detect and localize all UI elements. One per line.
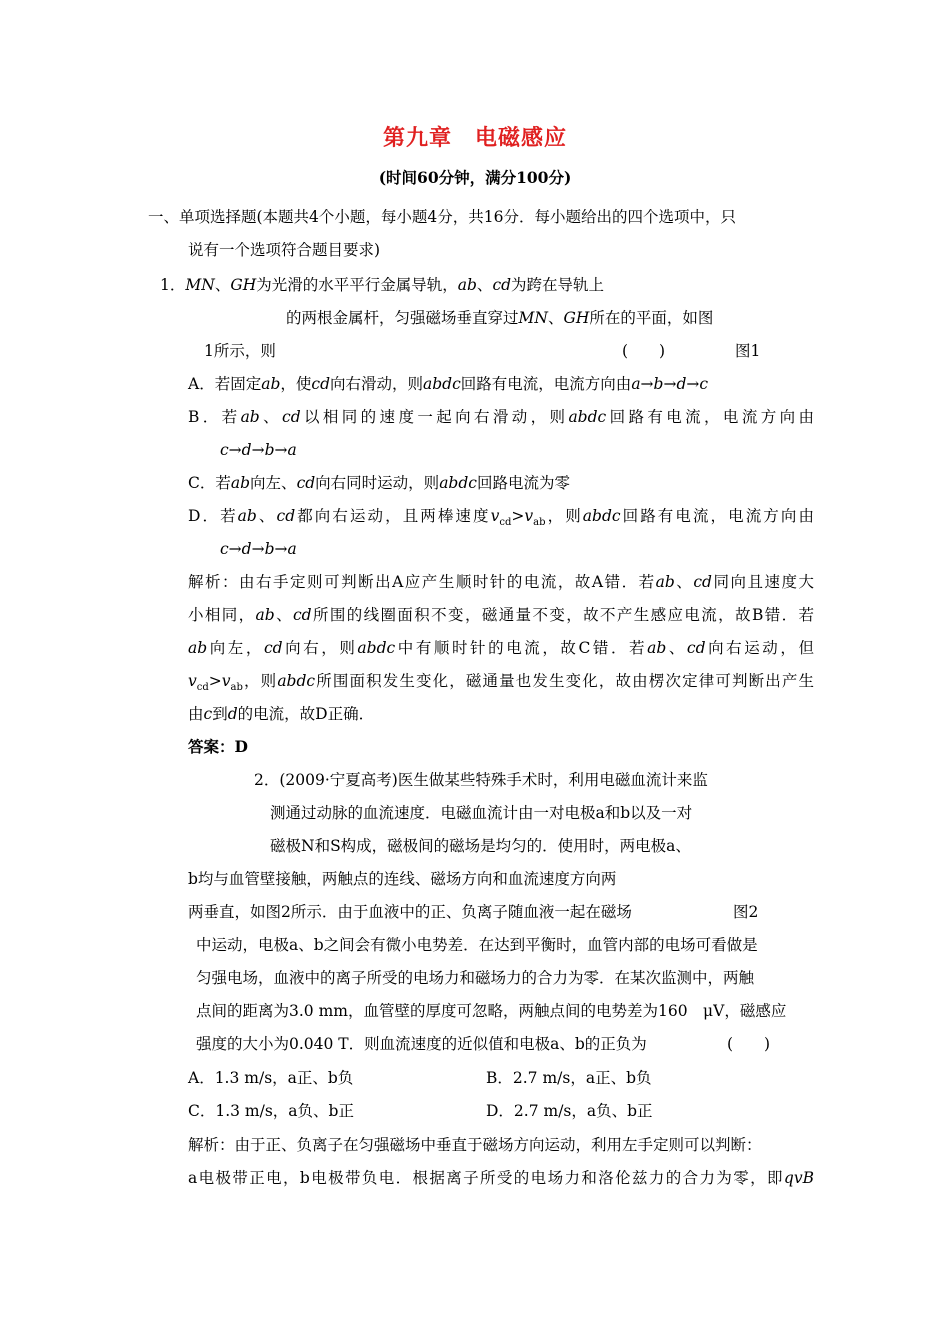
q1-answer-paren: ( ): [622, 342, 666, 360]
q1-line1: 1．MN、GH为光滑的水平平行金属导轨，ab、cd为跨在导轨上: [160, 276, 605, 294]
q1-analysis-line5: 由c到d的电流，故D正确．: [188, 705, 375, 723]
q2-line5: 两垂直，如图2所示．由于血液中的正、负离子随血液一起在磁场: [188, 903, 632, 921]
q2-option-b: B．2.7 m/s，a正、b负: [486, 1069, 652, 1087]
q2-figure-label: 图2: [733, 903, 759, 921]
q2-answer-paren: ( ): [727, 1035, 771, 1053]
q2-line6: 中运动，电极a、b之间会有微小电势差．在达到平衡时，血管内部的电场可看做是: [196, 936, 758, 954]
q1-analysis-line4: $v_{cd}>v_{ab}$，则abdc所围面积发生变化，磁通量也发生变化，故由楞次定律可判断出产生: [188, 672, 814, 694]
q2-line3: 磁极N和S构成，磁极间的磁场是均匀的．使用时，两电极a、: [270, 837, 691, 855]
chapter-title: 第九章 电磁感应: [382, 125, 567, 151]
section-heading-line1: 一、单项选择题(本题共4个小题，每小题4分，共16分．每小题给出的四个选项中，只: [148, 208, 736, 226]
q1-answer: 答案：D: [188, 737, 248, 756]
q2-analysis-line2: a电极带正电，b电极带负电．根据离子所受的电场力和洛伦兹力的合力为零，即qvB: [188, 1169, 814, 1187]
q1-analysis-line2: 小相同，ab、cd所围的线圈面积不变，磁通量不变，故不产生感应电流，故B错．若: [188, 606, 814, 624]
q1-analysis-line3: ab向左，cd向右，则abdc中有顺时针的电流，故C错．若ab、cd向右运动，但: [188, 639, 814, 657]
q1-option-b: B．若ab、cd以相同的速度一起向右滑动，则abdc回路有电流，电流方向由: [188, 408, 814, 426]
q2-option-a: A．1.3 m/s，a正、b负: [188, 1069, 354, 1087]
q2-option-d: D．2.7 m/s，a负、b正: [486, 1102, 653, 1120]
q1-line2: 的两根金属杆，匀强磁场垂直穿过MN、GH所在的平面，如图: [286, 309, 714, 327]
q2-analysis-line1: 解析：由于正、负离子在匀强磁场中垂直于磁场方向运动，利用左手定则可以判断：: [188, 1136, 762, 1154]
q2-option-c: C．1.3 m/s，a负、b正: [188, 1102, 354, 1120]
exam-info: (时间60分钟，满分100分): [378, 168, 572, 187]
q2-line1: 2．(2009·宁夏高考)医生做某些特殊手术时，利用电磁血流计来监: [254, 771, 708, 789]
q2-line4: b均与血管壁接触，两触点的连线、磁场方向和血流速度方向两: [188, 870, 617, 888]
q1-option-d-direction: c→d→b→a: [220, 540, 297, 558]
q1-figure-label: 图1: [735, 342, 761, 360]
q2-line7: 匀强电场，血液中的离子所受的电场力和磁场力的合力为零．在某次监测中，两触: [196, 969, 755, 987]
q1-line3: 1所示，则: [204, 342, 276, 360]
q1-option-b-direction: c→d→b→a: [220, 441, 297, 459]
q1-option-a: A．若固定ab，使cd向右滑动，则abdc回路有电流，电流方向由a→b→d→c: [188, 375, 709, 393]
section-heading-line2: 说有一个选项符合题目要求): [188, 241, 381, 259]
q1-option-c: C．若ab向左、cd向右同时运动，则abdc回路电流为零: [188, 474, 570, 492]
q2-line2: 测通过动脉的血流速度．电磁血流计由一对电极a和b以及一对: [270, 804, 693, 822]
q2-line9: 强度的大小为0.040 T．则血流速度的近似值和电极a、b的正负为: [196, 1035, 647, 1053]
q1-option-d: D．若ab、cd都向右运动，且两棒速度$v_{cd}>v_{ab}$，则abdc回路有电流，电流方向由: [188, 507, 814, 529]
q1-analysis-line1: 解析：由右手定则可判断出A应产生顺时针的电流，故A错．若ab、cd同向且速度大: [188, 573, 814, 591]
q2-line8: 点间的距离为3.0 mm，血管壁的厚度可忽略，两触点间的电势差为160 μV，磁感应: [196, 1002, 787, 1020]
